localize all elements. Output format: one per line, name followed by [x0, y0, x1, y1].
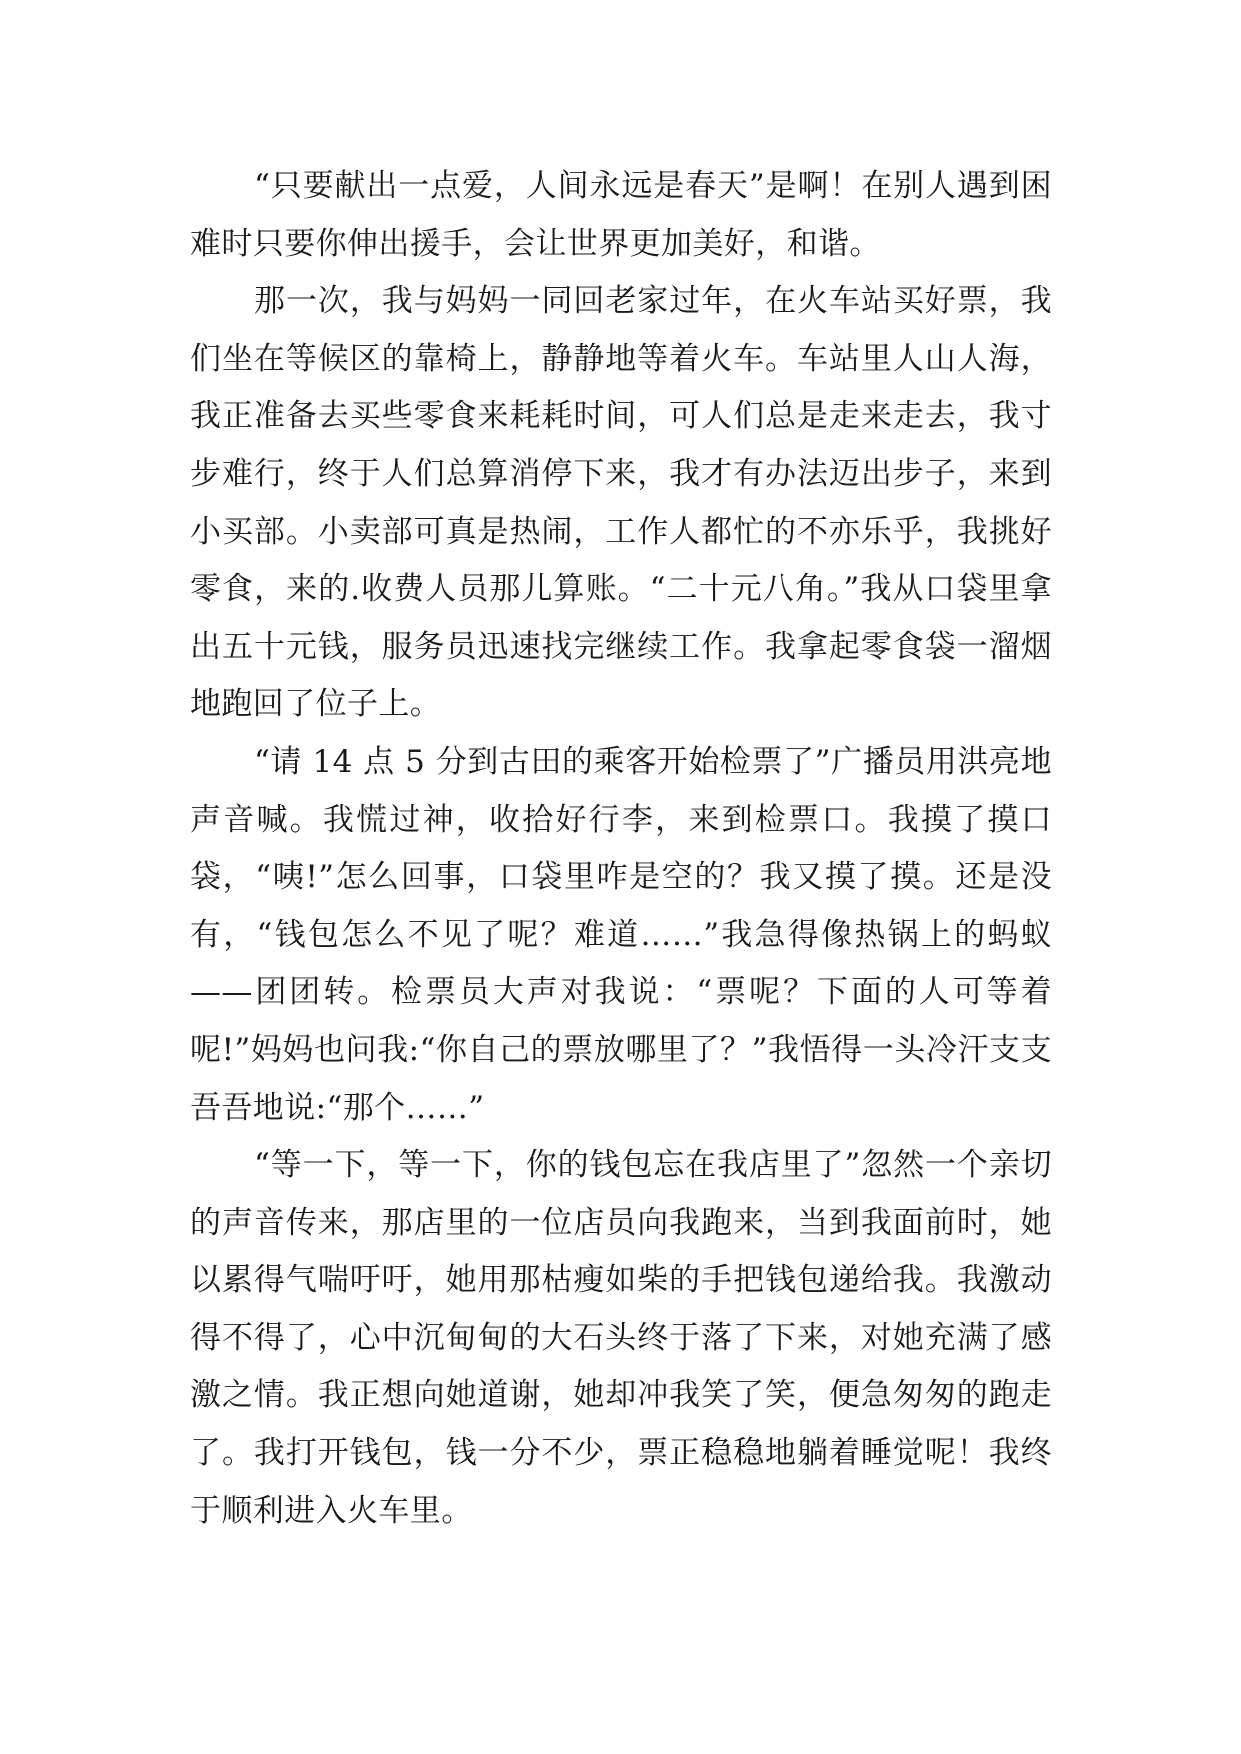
paragraph-4: “等一下，等一下，你的钱包忘在我店里了”忽然一个亲切的声音传来，那店里的一位店员向我跑来，当到我面前时，她以累得气喘吁吁，她用那枯瘦如柴的手把钱包递给我。我激动得不得了，心中沉甸甸的大石头终于落了下来，对她充满了感激之情。我正想向她道谢，她却冲我笑了笑，便急匆匆的跑走了。我打开钱包，钱一分不少，票正稳稳地躺着睡觉呢！我终于顺利进入火车里。 [190, 1147, 1052, 1529]
paragraph-2: 那一次，我与妈妈一同回老家过年，在火车站买好票，我们坐在等候区的靠椅上，静静地等着火车。车站里人山人海，我正准备去买些零食来耗耗时间，可人们总是走来走去，我寸步难行，终于人们总算消停下来，我才有办法迈出步子，来到小买部。小卖部可真是热闹，工作人都忙的不亦乐乎，我挑好零食，来的.收费人员那儿算账。“二十元八角。”我从口袋里拿出五十元钱，服务员迅速找完继续工作。我拿起零食袋一溜烟地跑回了位子上。 [190, 283, 1052, 723]
paragraph-3: “请 14 点 5 分到古田的乘客开始检票了”广播员用洪亮地声音喊。我慌过神，收拾好行李，来到检票口。我摸了摸口袋，“咦!”怎么回事，口袋里咋是空的？我又摸了摸。还是没有，“钱包怎么不见了呢？难道……”我急得像热锅上的蚂蚁——团团转。检票员大声对我说：“票呢？下面的人可等着呢!”妈妈也问我:“你自己的票放哪里了？”我悟得一头冷汗支支吾吾地说:“那个……” [190, 743, 1052, 1126]
essay-body [190, 158, 1052, 1540]
paragraph-1: “只要献出一点爱，人间永远是春天”是啊！在别人遇到困难时只要你伸出援手，会让世界更加美好，和谐。 [190, 168, 1052, 262]
